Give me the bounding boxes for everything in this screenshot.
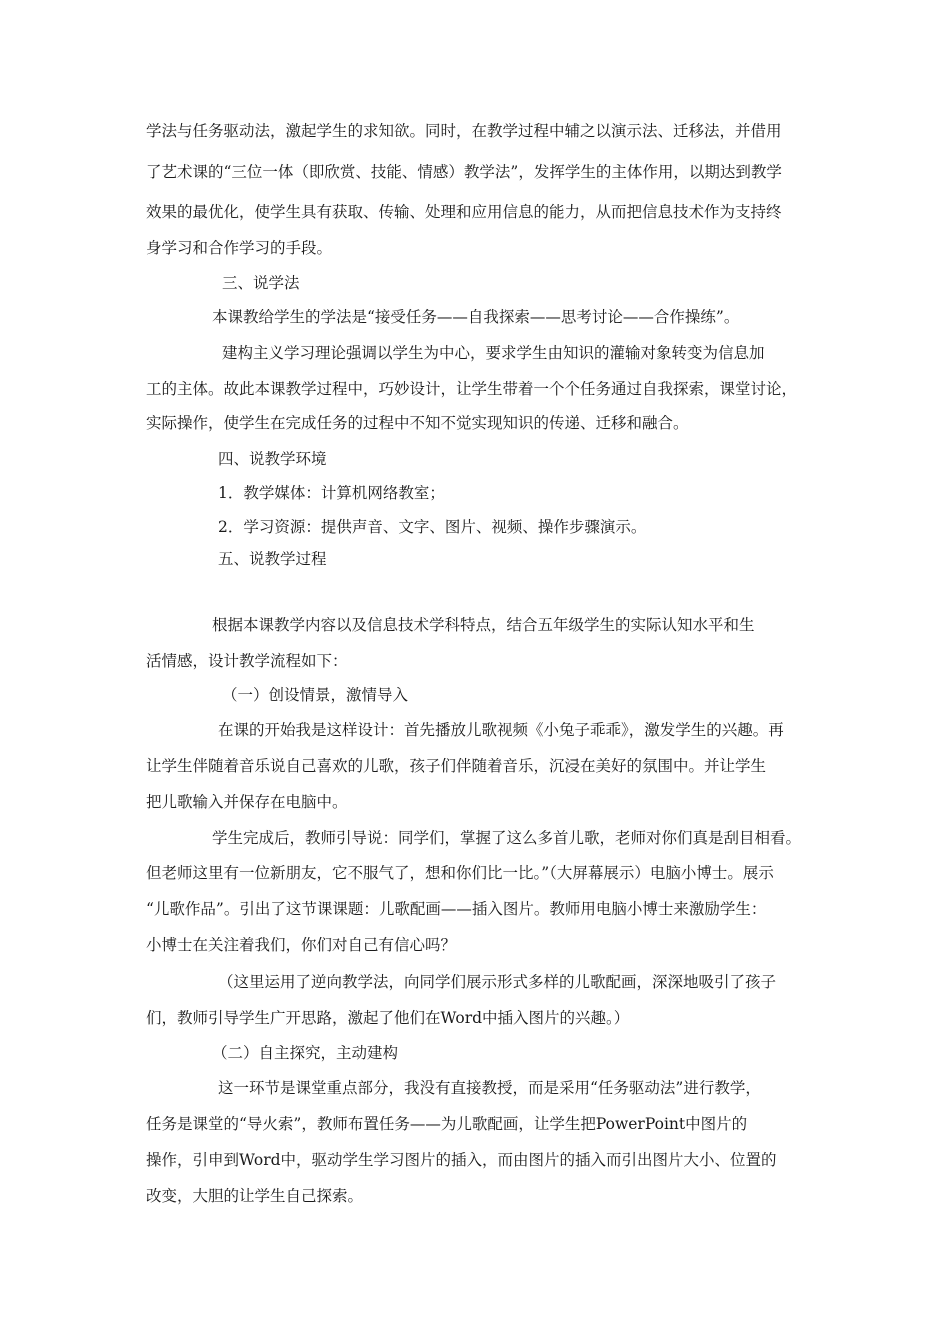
text-line: 效果的最优化，使学生具有获取、传输、处理和应用信息的能力，从而把信息技术作为支持终 <box>146 203 782 221</box>
text-line: 本课教给学生的学法是“接受任务——自我探索——思考讨论——合作操练”。 <box>212 308 740 326</box>
text-line: 把儿歌输入并保存在电脑中。 <box>146 793 348 811</box>
text-line: 任务是课堂的“导火索”，教师布置任务——为儿歌配画，让学生把PowerPoint中图片的 <box>146 1115 748 1133</box>
text-line: 但老师这里有一位新朋友，它不服气了，想和你们比一比。”（大屏幕展示）电脑小博士。展示 <box>146 864 774 882</box>
text-line: （这里运用了逆向教学法，向同学们展示形式多样的儿歌配画，深深地吸引了孩子 <box>218 973 777 991</box>
text-line: 学生完成后，教师引导说：同学们，掌握了这么多首儿歌，老师对你们真是刮目相看。 <box>212 829 802 847</box>
text-line: 建构主义学习理论强调以学生为中心，要求学生由知识的灌输对象转变为信息加 <box>222 344 765 362</box>
section-heading: 五、说教学过程 <box>218 550 327 568</box>
text-line: 在课的开始我是这样设计：首先播放儿歌视频《小兔子乖乖》，激发学生的兴趣。再 <box>218 721 784 739</box>
text-line: 身学习和合作学习的手段。 <box>146 239 333 257</box>
section-heading: 三、说学法 <box>222 274 300 292</box>
text-line: 学法与任务驱动法，激起学生的求知欲。同时，在教学过程中辅之以演示法、迁移法，并借用 <box>146 122 782 140</box>
list-item: 2．学习资源：提供声音、文字、图片、视频、操作步骤演示。 <box>218 518 647 536</box>
text-line: 工的主体。故此本课教学过程中，巧妙设计，让学生带着一个个任务通过自我探索，课堂讨论， <box>146 380 798 398</box>
text-line: 让学生伴随着音乐说自己喜欢的儿歌，孩子们伴随着音乐，沉浸在美好的氛围中。并让学生 <box>146 757 767 775</box>
text-line: “儿歌作品”。引出了这节课课题：儿歌配画——插入图片。教师用电脑小博士来激励学生： <box>146 900 767 918</box>
text-line: 这一环节是课堂重点部分，我没有直接教授，而是采用“任务驱动法”进行教学， <box>218 1079 761 1097</box>
text-line: 操作，引申到Word中，驱动学生学习图片的插入，而由图片的插入而引出图片大小、位置的 <box>146 1151 777 1169</box>
text-line: 了艺术课的“三位一体（即欣赏、技能、情感）教学法”，发挥学生的主体作用，以期达到教学 <box>146 163 782 181</box>
text-line: 们，教师引导学生广开思路，激起了他们在Word中插入图片的兴趣。） <box>146 1009 630 1027</box>
subsection-heading: （二）自主探究，主动建构 <box>212 1044 399 1062</box>
list-item: 1．教学媒体：计算机网络教室； <box>218 484 445 502</box>
text-line: 活情感，设计教学流程如下： <box>146 652 348 670</box>
section-heading: 四、说教学环境 <box>218 450 327 468</box>
text-line: 改变，大胆的让学生自己探索。 <box>146 1187 364 1205</box>
text-line: 小博士在关注着我们，你们对自己有信心吗？ <box>146 936 457 954</box>
text-line: 根据本课教学内容以及信息技术学科特点，结合五年级学生的实际认知水平和生 <box>212 616 755 634</box>
text-line: 实际操作，使学生在完成任务的过程中不知不觉实现知识的传递、迁移和融合。 <box>146 414 689 432</box>
subsection-heading: （一）创设情景，激情导入 <box>222 686 409 704</box>
